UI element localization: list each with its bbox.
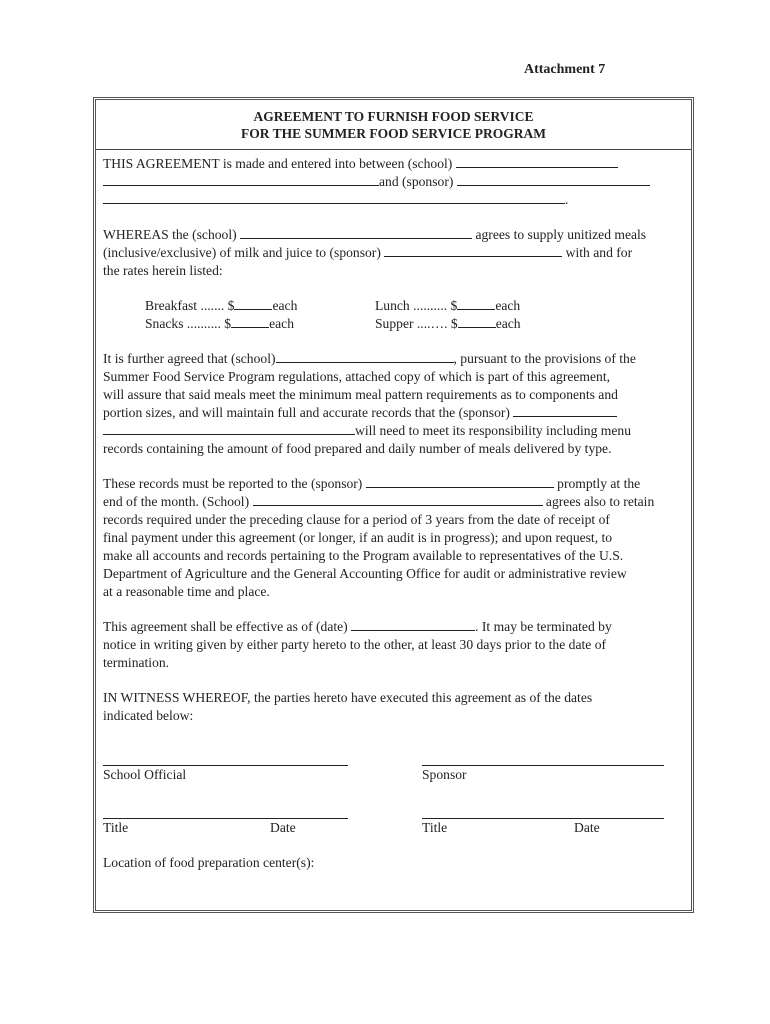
school-name-field[interactable] <box>456 155 618 168</box>
snacks-each: each <box>269 316 294 331</box>
p3-line4: portion sizes, and will maintain full and accurate records that the (sponsor) <box>103 405 510 420</box>
p3-line6: records containing the amount of food prepared and daily number of meals delivered by type. <box>103 441 612 456</box>
p4-line1a: These records must be reported to the (sponsor) <box>103 476 363 491</box>
p4-line4: final payment under this agreement (or longer, if an audit is in progress); and upon request, to <box>103 530 613 545</box>
effective-date-field[interactable] <box>351 618 475 631</box>
snacks-label: Snacks .......... $ <box>145 316 232 331</box>
p5-line1b: . It may be terminated by <box>475 619 612 634</box>
school-field-3[interactable] <box>276 350 454 363</box>
agreement-form <box>93 97 694 913</box>
sponsor-field-3-cont[interactable] <box>103 422 355 435</box>
attachment-label: Attachment 7 <box>524 62 606 77</box>
p2-line1a: WHEREAS the (school) <box>103 227 237 242</box>
p2-line2a: (inclusive/exclusive) of milk and juice to (sponsor) <box>103 245 381 260</box>
p4-line6: Department of Agriculture and the General Accounting Office for audit or administrative review <box>103 566 627 581</box>
lunch-rate-field[interactable] <box>457 297 495 310</box>
school-name-field-cont[interactable] <box>103 173 379 186</box>
p5-line1a: This agreement shall be effective as of (date) <box>103 619 348 634</box>
p4-line7: at a reasonable time and place. <box>103 584 270 599</box>
p2-line1b: agrees to supply unitized meals <box>475 227 647 242</box>
p1-line1: THIS AGREEMENT is made and entered into between (school) <box>103 156 453 171</box>
lunch-label: Lunch .......... $ <box>375 298 458 313</box>
lunch-each: each <box>495 298 521 313</box>
p5-line3: termination. <box>103 655 170 670</box>
form-title <box>96 100 691 150</box>
supper-rate-field[interactable] <box>458 315 496 328</box>
p5-line2: notice in writing given by either party hereto to the other, at least 30 days prior to the date of <box>103 637 607 652</box>
sponsor-field-3[interactable] <box>513 404 617 417</box>
p4-line3: records required under the preceding clause for a period of 3 years from the date of receipt of <box>103 512 610 527</box>
p3-line5: will need to meet its responsibility including menu <box>355 423 631 438</box>
sponsor-signature-line[interactable] <box>422 764 664 766</box>
title-line-1: AGREEMENT TO FURNISH FOOD SERVICE <box>253 109 534 124</box>
p4-line2a: end of the month. (School) <box>103 494 250 509</box>
breakfast-label: Breakfast ....... $ <box>145 298 235 313</box>
p6-line1: IN WITNESS WHEREOF, the parties hereto have executed this agreement as of the dates <box>103 690 593 705</box>
title-line-2: FOR THE SUMMER FOOD SERVICE PROGRAM <box>241 126 546 141</box>
p3-line3: will assure that said meals meet the minimum meal pattern requirements as to components and <box>103 387 618 402</box>
p2-line3: the rates herein listed: <box>103 263 223 278</box>
breakfast-rate-field[interactable] <box>234 297 272 310</box>
p4-line5: make all accounts and records pertaining to the Program available to representatives of the U.S. <box>103 548 624 563</box>
p4-line2b: agrees also to retain <box>545 494 655 509</box>
location-label: Location of food preparation center(s): <box>103 855 315 870</box>
p2-line2b: with and for <box>565 245 633 260</box>
school-official-signature-line[interactable] <box>103 764 348 766</box>
sponsor-title-label: Title <box>422 820 448 835</box>
sponsor-label: Sponsor <box>422 767 467 782</box>
supper-label: Supper ....…. $ <box>375 316 458 331</box>
p3-line2: Summer Food Service Program regulations, attached copy of which is part of this agreement, <box>103 369 610 384</box>
p4-line1b: promptly at the <box>557 476 641 491</box>
school-title-date-line[interactable] <box>103 817 348 819</box>
sponsor-date-label: Date <box>574 820 600 835</box>
supper-each: each <box>495 316 521 331</box>
p6-line2: indicated below: <box>103 708 194 723</box>
sponsor-name-field-cont[interactable] <box>103 191 565 204</box>
p1-line2: and (sponsor) <box>379 174 454 189</box>
sponsor-field-2[interactable] <box>384 244 562 257</box>
school-field-2[interactable] <box>240 226 472 239</box>
sponsor-field-4[interactable] <box>366 475 554 488</box>
sponsor-name-field[interactable] <box>457 173 650 186</box>
p1-line3-end: . <box>565 192 569 207</box>
p3-line1b: , pursuant to the provisions of the <box>453 351 636 366</box>
school-field-4[interactable] <box>253 493 543 506</box>
school-date-label: Date <box>270 820 296 835</box>
sponsor-title-date-line[interactable] <box>422 817 664 819</box>
school-title-label: Title <box>103 820 129 835</box>
meal-rates <box>145 297 684 333</box>
snacks-rate-field[interactable] <box>231 315 269 328</box>
breakfast-each: each <box>272 298 298 313</box>
p3-line1a: It is further agreed that (school) <box>103 351 276 366</box>
school-official-label: School Official <box>103 767 187 782</box>
form-body <box>103 155 684 725</box>
